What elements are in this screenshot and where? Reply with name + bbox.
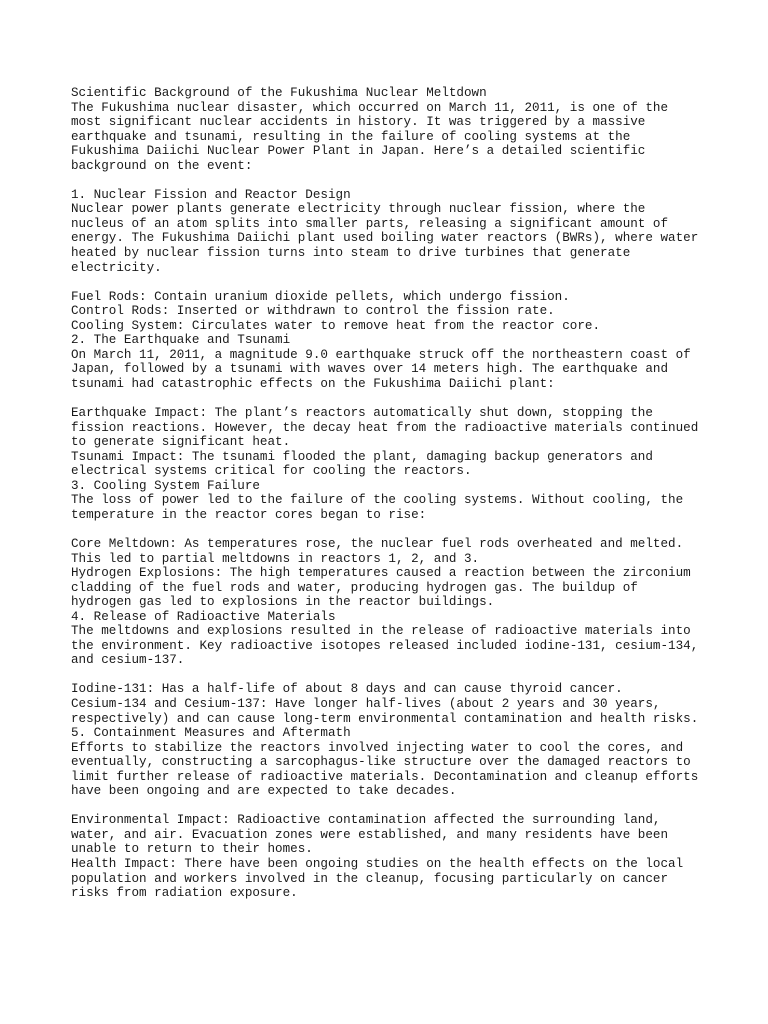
text-line: earthquake and tsunami, resulting in the failure of cooling systems at the xyxy=(71,129,631,144)
text-line: electricity. xyxy=(71,260,162,275)
text-line: energy. The Fukushima Daiichi plant used boiling water reactors (BWRs), where water xyxy=(71,231,699,246)
text-line: The meltdowns and explosions resulted in the release of radioactive materials into xyxy=(71,624,691,639)
text-line: Control Rods: Inserted or withdrawn to control the fission rate. xyxy=(71,304,555,319)
text-line: Cooling System: Circulates water to remove heat from the reactor core. xyxy=(71,318,601,333)
text-line: water, and air. Evacuation zones were established, and many residents have been xyxy=(71,827,669,842)
text-line: Cesium-134 and Cesium-137: Have longer half-lives (about 2 years and 30 years, xyxy=(71,696,661,711)
text-line: This led to partial meltdowns in reactors 1, 2, and 3. xyxy=(71,551,480,566)
text-line: risks from radiation exposure. xyxy=(71,886,298,901)
blank-line xyxy=(71,173,711,188)
text-line: temperature in the reactor cores began to rise: xyxy=(71,507,427,522)
text-line: 3. Cooling System Failure xyxy=(71,478,260,493)
text-line: Fukushima Daiichi Nuclear Power Plant in Japan. Here’s a detailed scientific xyxy=(71,144,646,159)
text-line: Hydrogen Explosions: The high temperatures caused a reaction between the zirconium xyxy=(71,566,691,581)
text-line: 5. Containment Measures and Aftermath xyxy=(71,726,351,741)
text-line: 2. The Earthquake and Tsunami xyxy=(71,333,291,348)
text-line: Efforts to stabilize the reactors involved injecting water to cool the cores, and xyxy=(71,740,684,755)
text-line: have been ongoing and are expected to take decades. xyxy=(71,784,457,799)
text-line: Scientific Background of the Fukushima Nuclear Meltdown xyxy=(71,86,487,100)
text-line: hydrogen gas led to explosions in the reactor buildings. xyxy=(71,595,495,610)
text-line: Earthquake Impact: The plant’s reactors automatically shut down, stopping the xyxy=(71,406,653,421)
text-line: The Fukushima nuclear disaster, which occurred on March 11, 2011, is one of the xyxy=(71,100,669,115)
text-line: 1. Nuclear Fission and Reactor Design xyxy=(71,187,351,202)
text-line: eventually, constructing a sarcophagus-like structure over the damaged reactors to xyxy=(71,755,691,770)
text-line: 4. Release of Radioactive Materials xyxy=(71,609,336,624)
text-line: Core Meltdown: As temperatures rose, the nuclear fuel rods overheated and melted. xyxy=(71,536,684,551)
text-line: Tsunami Impact: The tsunami flooded the plant, damaging backup generators and xyxy=(71,449,653,464)
text-line: respectively) and can cause long-term environmental contamination and health risks. xyxy=(71,711,699,726)
text-line: limit further release of radioactive materials. Decontamination and cleanup efforts xyxy=(71,769,699,784)
blank-line xyxy=(71,391,711,406)
blank-line xyxy=(71,668,711,683)
text-line: population and workers involved in the cleanup, focusing particularly on cancer xyxy=(71,871,669,886)
text-line: electrical systems critical for cooling the reactors. xyxy=(71,464,472,479)
text-line: the environment. Key radioactive isotopes released included iodine-131, cesium-134, xyxy=(71,638,699,653)
text-line: nucleus of an atom splits into smaller parts, releasing a significant amount of xyxy=(71,216,669,231)
blank-line xyxy=(71,522,711,537)
text-line: Health Impact: There have been ongoing studies on the health effects on the local xyxy=(71,856,684,871)
text-line: fission reactions. However, the decay heat from the radioactive materials continued xyxy=(71,420,699,435)
text-line: Nuclear power plants generate electricity through nuclear fission, where the xyxy=(71,202,646,217)
text-line: heated by nuclear fission turns into steam to drive turbines that generate xyxy=(71,246,631,261)
text-line: Environmental Impact: Radioactive contamination affected the surrounding land, xyxy=(71,813,661,828)
text-line: to generate significant heat. xyxy=(71,435,291,450)
text-line: Fuel Rods: Contain uranium dioxide pellets, which undergo fission. xyxy=(71,289,570,304)
text-line: Iodine-131: Has a half-life of about 8 days and can cause thyroid cancer. xyxy=(71,682,623,697)
text-line: Japan, followed by a tsunami with waves over 14 meters high. The earthquake and xyxy=(71,362,669,377)
text-line: most significant nuclear accidents in history. It was triggered by a massive xyxy=(71,115,646,130)
blank-line xyxy=(71,799,711,814)
text-line: cladding of the fuel rods and water, producing hydrogen gas. The buildup of xyxy=(71,580,638,595)
text-line: The loss of power led to the failure of the cooling systems. Without cooling, the xyxy=(71,493,684,508)
document-body xyxy=(71,86,711,901)
text-line: On March 11, 2011, a magnitude 9.0 earthquake struck off the northeastern coast of xyxy=(71,347,691,362)
blank-line xyxy=(71,275,711,290)
text-line: tsunami had catastrophic effects on the Fukushima Daiichi plant: xyxy=(71,376,555,391)
text-line: and cesium-137. xyxy=(71,653,185,668)
text-line: background on the event: xyxy=(71,158,253,173)
text-line: unable to return to their homes. xyxy=(71,842,313,857)
